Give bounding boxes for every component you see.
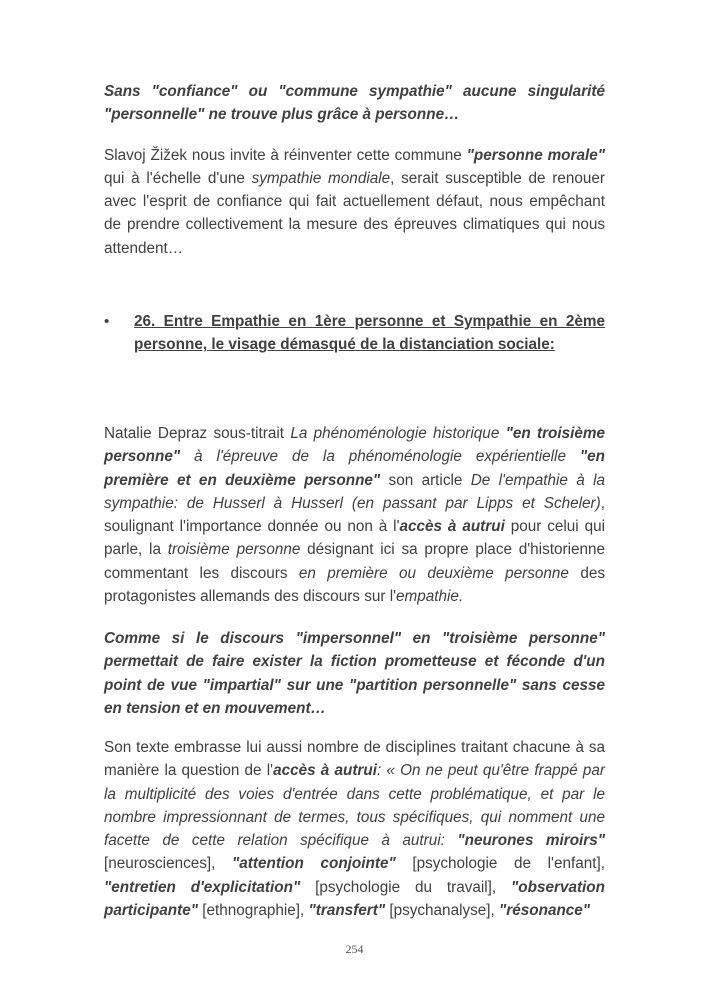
bullet-icon: • [104, 313, 110, 330]
closing-quote-paragraph: Sans "confiance" ou "commune sympathie" aucune singularité "personnelle" ne trouve plus grâce à personne… [104, 83, 605, 124]
emphasis-run: "entretien d'explicitation" [104, 878, 301, 896]
italic-run: empathie. [396, 588, 464, 606]
impersonnel-paragraph: Comme si le discours "impersonnel" en "troisième personne" permettait de faire exister la fiction prometteuse et féconde d'un point de vue "impartial" sur une "partition personnelle" sans cesse en tension et en mouvement… [104, 630, 605, 717]
text-run: son article [380, 471, 471, 489]
text-run: [psychologie du travail], [300, 878, 512, 896]
text-run: [neurosciences], [104, 855, 233, 873]
text-run: Son texte embrasse lui aussi nombre de disciplines traitant chacune à sa manière la question de l' [104, 739, 605, 780]
italic-run: en première ou deuxième personne [298, 564, 569, 582]
emphasis-run: accès à autrui [399, 518, 505, 536]
text-run: pour celui qui parle, la [104, 518, 605, 559]
text-run: [ethnographie], [197, 902, 309, 920]
page-number: 254 [345, 942, 364, 956]
text-run: Natalie Depraz sous-titrait [104, 425, 291, 442]
emphasis-run: "observation participante" [104, 878, 605, 920]
italic-run: sympathie mondiale [251, 169, 391, 187]
italic-run: à l'épreuve de la phénoménologie expérientielle [180, 448, 580, 466]
text-run: , soulignant l'importance donnée ou non à l' [104, 494, 605, 536]
emphasis-run: "en troisième personne" [104, 425, 606, 466]
section-heading-text: 26. Entre Empathie en 1ère personne et Sympathie en 2ème personne, le visage démasqué de la distanciation sociale: [134, 313, 605, 354]
italic-run: troisième personne [167, 541, 301, 559]
emphasis-run: accès à autrui [273, 762, 377, 780]
emphasis-run: "transfert" [308, 902, 386, 920]
depraz-paragraph [104, 422, 605, 608]
emphasis-run: "en première et en deuxième personne" [104, 448, 605, 489]
zizek-paragraph [104, 144, 605, 260]
article-title: De l'empathie à la sympathie: de Husserl à Husserl (en passant par Lipps et Scheler) [104, 471, 606, 512]
section-heading [104, 310, 605, 357]
emphasis-run: "attention conjointe" [232, 855, 396, 873]
emphasis-run: "neurones miroirs" [457, 832, 606, 850]
quotation-run: : « On ne peut qu'être frappé par la multiplicité des voies d'entrée dans cette problématique, et par le nombre impressionnant de termes, tous spécifiques, qui nomment une facette de cette relation spécifique à autrui: [104, 762, 605, 850]
text-run: Slavoj Žižek nous invite à réinventer cette commune [104, 146, 467, 164]
text-run: , serait susceptible de renouer avec l'esprit de confiance qui fait actuellement défaut, nous empêchant de prendre collectivement la mesure des épreuves climatiques qui nous attendent… [104, 169, 605, 257]
text-run: [psychologie de l'enfant], [395, 855, 605, 873]
emphasis-run: "résonance" [499, 902, 591, 920]
italic-run: La phénoménologie historique [290, 425, 506, 442]
disciplines-paragraph [104, 736, 605, 922]
text-run: des protagonistes allemands des discours sur l' [104, 564, 605, 606]
text-run: [psychanalyse], [385, 902, 500, 920]
page-body [104, 80, 606, 920]
emphasis-run: "personne morale" [466, 146, 605, 164]
text-run: désignant ici sa propre place d'historienne commentant les discours [104, 541, 606, 582]
text-run: qui à l'échelle d'une [104, 169, 252, 187]
